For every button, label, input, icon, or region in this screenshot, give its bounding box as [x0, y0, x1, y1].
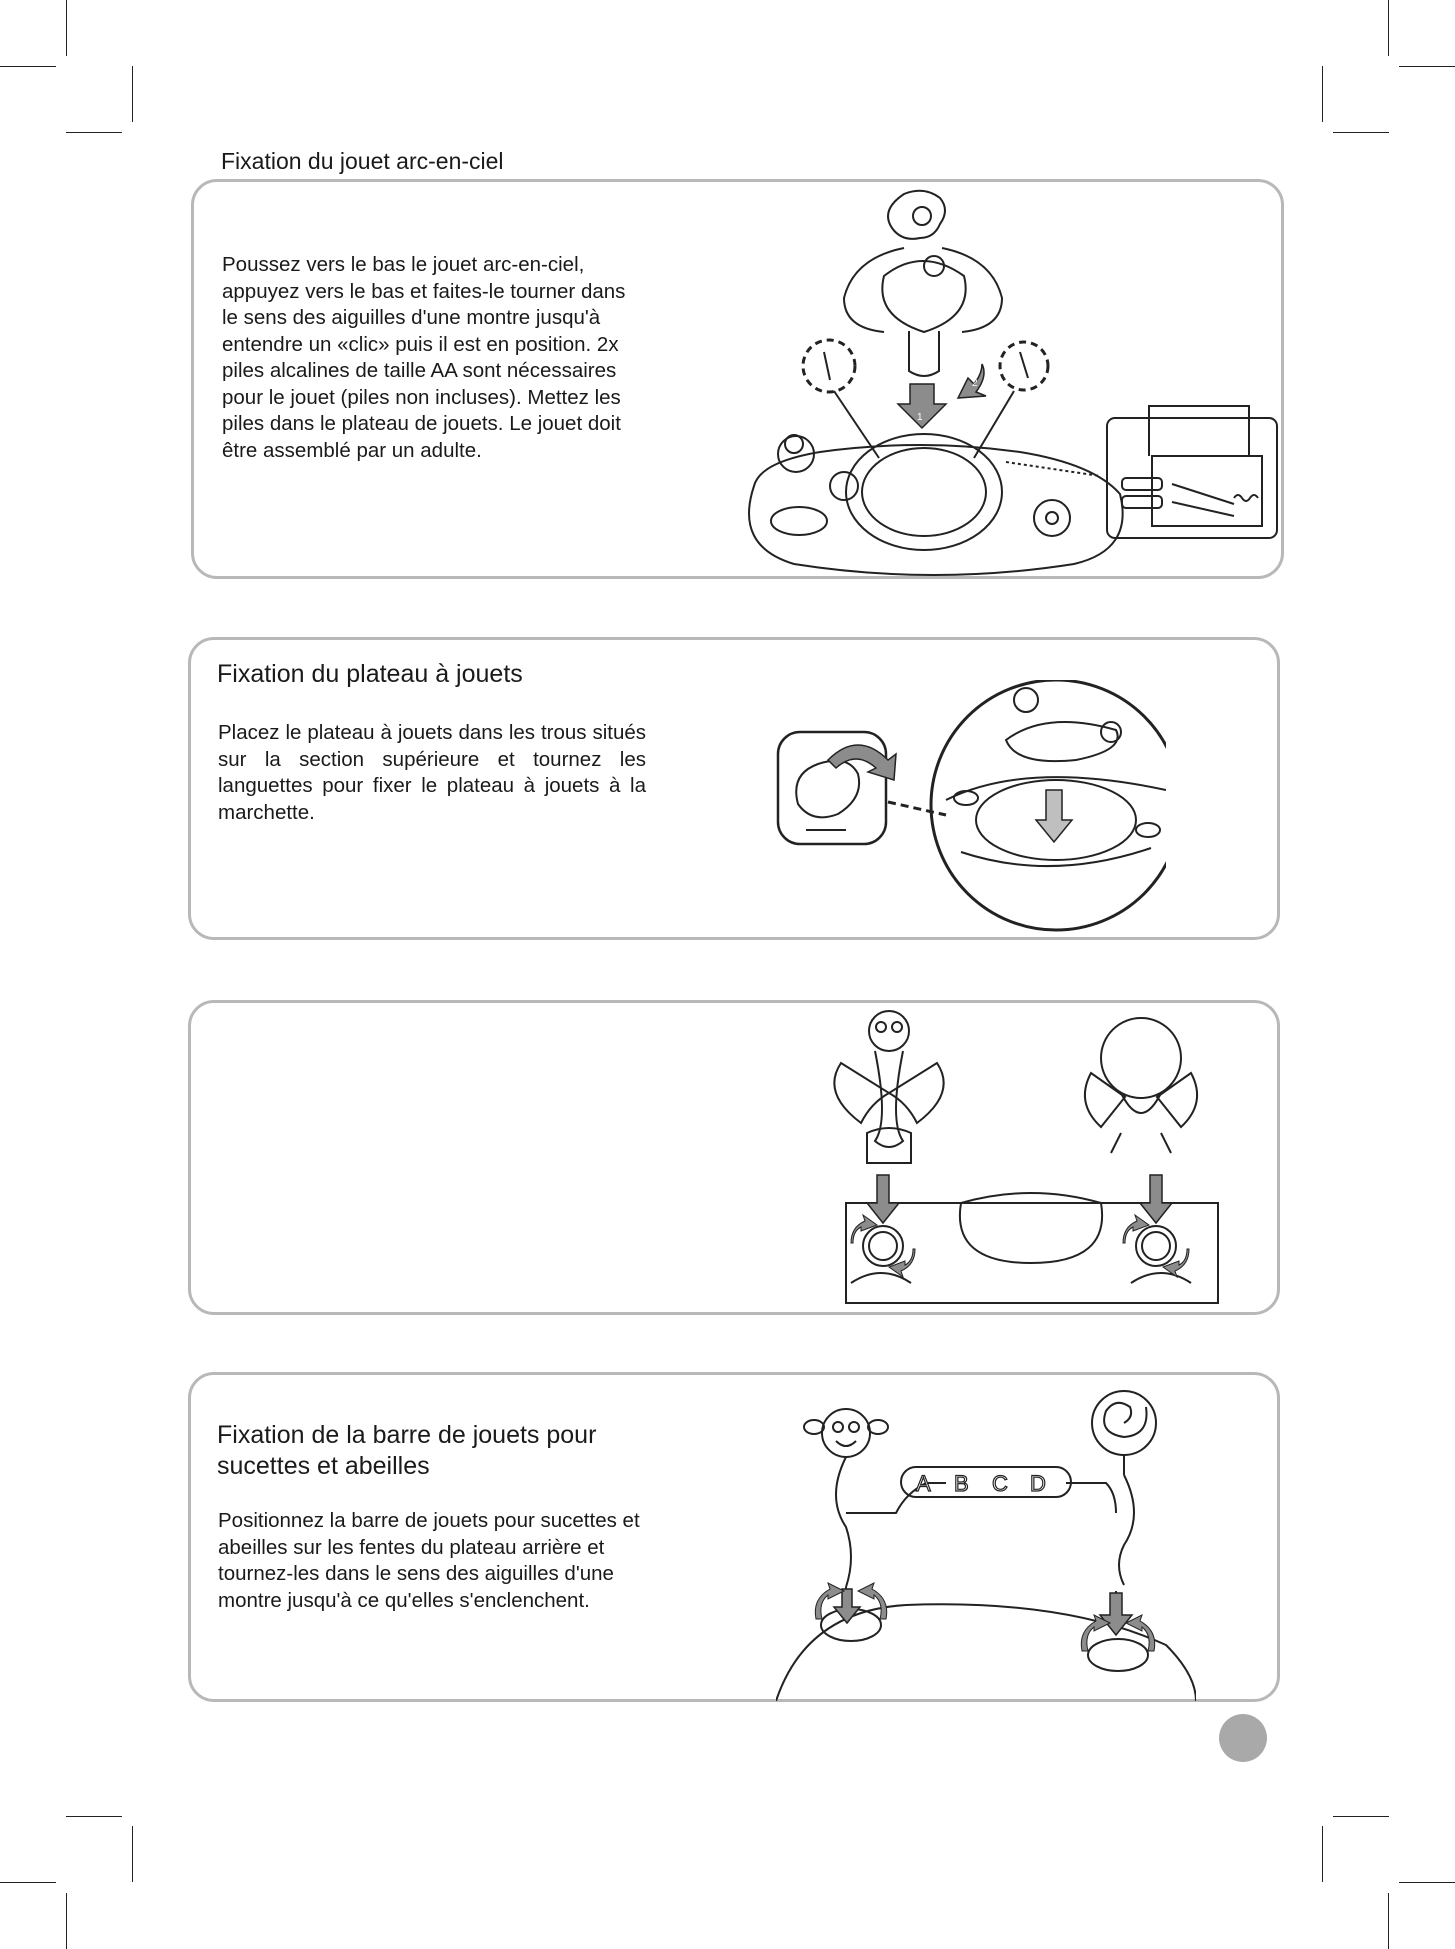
crop-mark — [1388, 0, 1389, 56]
page-number-marker — [1219, 1714, 1267, 1762]
toy-bar-letter-a: A — [916, 1471, 931, 1496]
crop-mark — [1399, 66, 1455, 67]
crop-mark — [132, 1826, 133, 1882]
rainbow-toy-illustration — [724, 186, 1279, 576]
panel-toy-bar — [188, 1372, 1280, 1702]
toy-bar-letter-b: B — [954, 1471, 969, 1496]
step-label-1: 1 — [917, 412, 923, 423]
toy-bar-letter-d: D — [1030, 1471, 1046, 1496]
crop-mark — [1399, 1882, 1455, 1883]
toy-bar-letter-c: C — [992, 1471, 1008, 1496]
crop-mark — [1322, 66, 1323, 122]
panel-bee-toys — [188, 1000, 1280, 1315]
section-body-toy-tray: Placez le plateau à jouets dans les trous situés sur la section supérieure et tournez les languettes pour fixer le plateau à jouets à la marchette. — [218, 721, 646, 824]
section-body-rainbow-toy: Poussez vers le bas le jouet arc-en-ciel, appuyez vers le bas et faites-le tourner dans le sens des aiguilles d'une montre jusqu'à entendre un «clic» puis il est en position. 2x piles alcalines de taille AA sont nécessaires pour le jouet (piles non incluses). Mettez les piles dans le plateau de jouets. Le jouet doit être assemblé par un adulte. — [222, 253, 626, 462]
crop-mark — [132, 66, 133, 122]
section-title-toy-bar: Fixation de la barre de jouets pour sucettes et abeilles — [217, 1421, 597, 1480]
bee-toys-illustration — [811, 1003, 1231, 1308]
crop-mark — [66, 0, 67, 56]
section-body-toy-bar: Positionnez la barre de jouets pour sucettes et abeilles sur les fentes du plateau arrière et tournez-les dans le sens des aiguilles d'une montre jusqu'à ce qu'elles s'enclenchent. — [218, 1509, 640, 1612]
panel-rainbow-toy — [191, 179, 1284, 579]
panel-toy-tray — [188, 637, 1280, 940]
section-title-rainbow-toy: Fixation du jouet arc-en-ciel — [221, 148, 504, 174]
crop-mark — [66, 132, 122, 133]
toy-bar-illustration — [776, 1383, 1196, 1701]
crop-mark — [1322, 1826, 1323, 1882]
crop-mark — [66, 1816, 122, 1817]
crop-mark — [1333, 1816, 1389, 1817]
section-title-toy-tray: Fixation du plateau à jouets — [217, 660, 523, 688]
crop-mark — [1388, 1893, 1389, 1949]
step-label-2: 2 — [972, 378, 978, 389]
crop-mark — [1333, 132, 1389, 133]
crop-mark — [66, 1893, 67, 1949]
crop-mark — [0, 66, 56, 67]
toy-tray-illustration — [776, 680, 1166, 935]
crop-mark — [0, 1882, 56, 1883]
